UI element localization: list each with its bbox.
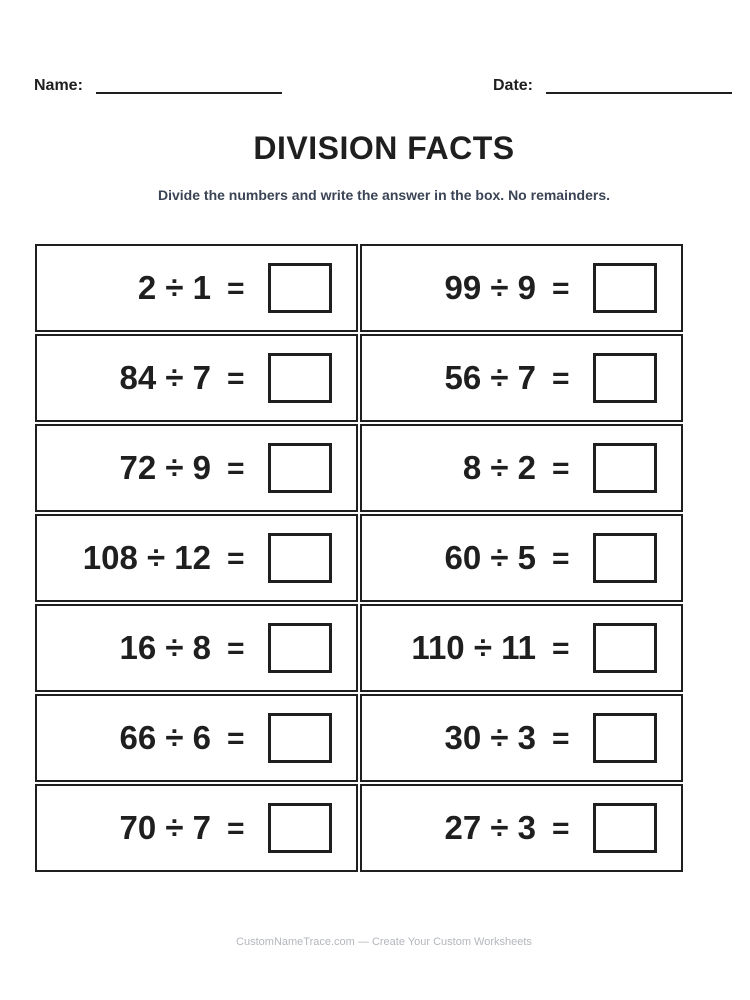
name-line[interactable] — [96, 92, 282, 94]
problem-grid — [35, 244, 683, 872]
problem-expression: 8 ÷ 2 — [462, 449, 536, 486]
answer-box[interactable] — [593, 803, 657, 853]
equals-sign: = — [552, 812, 570, 845]
problem-cell — [360, 244, 683, 332]
problem-cell — [360, 424, 683, 512]
answer-box[interactable] — [268, 623, 332, 673]
problem-expression: 72 ÷ 9 — [119, 449, 211, 486]
problem-expression: 2 ÷ 1 — [137, 269, 211, 306]
answer-box[interactable] — [268, 263, 332, 313]
equals-sign: = — [552, 632, 570, 665]
answer-box[interactable] — [593, 263, 657, 313]
problem-cell — [35, 784, 358, 872]
problem-expression: 16 ÷ 8 — [119, 629, 211, 666]
problem-expression: 60 ÷ 5 — [444, 539, 536, 576]
problem-cell — [360, 334, 683, 422]
answer-box[interactable] — [268, 353, 332, 403]
answer-box[interactable] — [268, 533, 332, 583]
date-field — [493, 76, 732, 96]
date-line[interactable] — [546, 92, 732, 94]
problem-expression: 66 ÷ 6 — [119, 719, 211, 756]
problem-cell — [35, 514, 358, 602]
problem-expression: 99 ÷ 9 — [444, 269, 536, 306]
name-field — [34, 76, 282, 96]
equals-sign: = — [552, 722, 570, 755]
equals-sign: = — [227, 542, 245, 575]
problem-cell — [360, 514, 683, 602]
answer-box[interactable] — [593, 713, 657, 763]
equals-sign: = — [227, 362, 245, 395]
equals-sign: = — [552, 272, 570, 305]
answer-box[interactable] — [593, 443, 657, 493]
name-label: Name: — [34, 77, 83, 94]
problem-cell — [360, 694, 683, 782]
answer-box[interactable] — [593, 533, 657, 583]
problem-cell — [360, 784, 683, 872]
problem-expression: 70 ÷ 7 — [119, 809, 211, 846]
date-label: Date: — [493, 77, 534, 94]
problem-cell — [35, 334, 358, 422]
worksheet-title: DIVISION FACTS — [253, 130, 515, 166]
answer-box[interactable] — [268, 713, 332, 763]
equals-sign: = — [227, 812, 245, 845]
problem-cell — [35, 694, 358, 782]
problem-expression: 84 ÷ 7 — [119, 359, 211, 396]
equals-sign: = — [227, 452, 245, 485]
problem-expression: 110 ÷ 11 — [411, 629, 536, 666]
equals-sign: = — [552, 362, 570, 395]
problem-expression: 30 ÷ 3 — [444, 719, 536, 756]
answer-box[interactable] — [593, 623, 657, 673]
instructions: Divide the numbers and write the answer in the box. No remainders. — [158, 187, 610, 203]
equals-sign: = — [552, 542, 570, 575]
problem-cell — [35, 244, 358, 332]
problem-cell — [35, 424, 358, 512]
problem-cell — [35, 604, 358, 692]
problem-expression: 108 ÷ 12 — [82, 539, 211, 576]
equals-sign: = — [552, 452, 570, 485]
footer-credit: CustomNameTrace.com — Create Your Custom Worksheets — [236, 936, 532, 948]
problem-cell — [360, 604, 683, 692]
answer-box[interactable] — [268, 443, 332, 493]
problem-expression: 56 ÷ 7 — [444, 359, 536, 396]
answer-box[interactable] — [593, 353, 657, 403]
equals-sign: = — [227, 632, 245, 665]
problem-expression: 27 ÷ 3 — [444, 809, 536, 846]
equals-sign: = — [227, 722, 245, 755]
answer-box[interactable] — [268, 803, 332, 853]
equals-sign: = — [227, 272, 245, 305]
